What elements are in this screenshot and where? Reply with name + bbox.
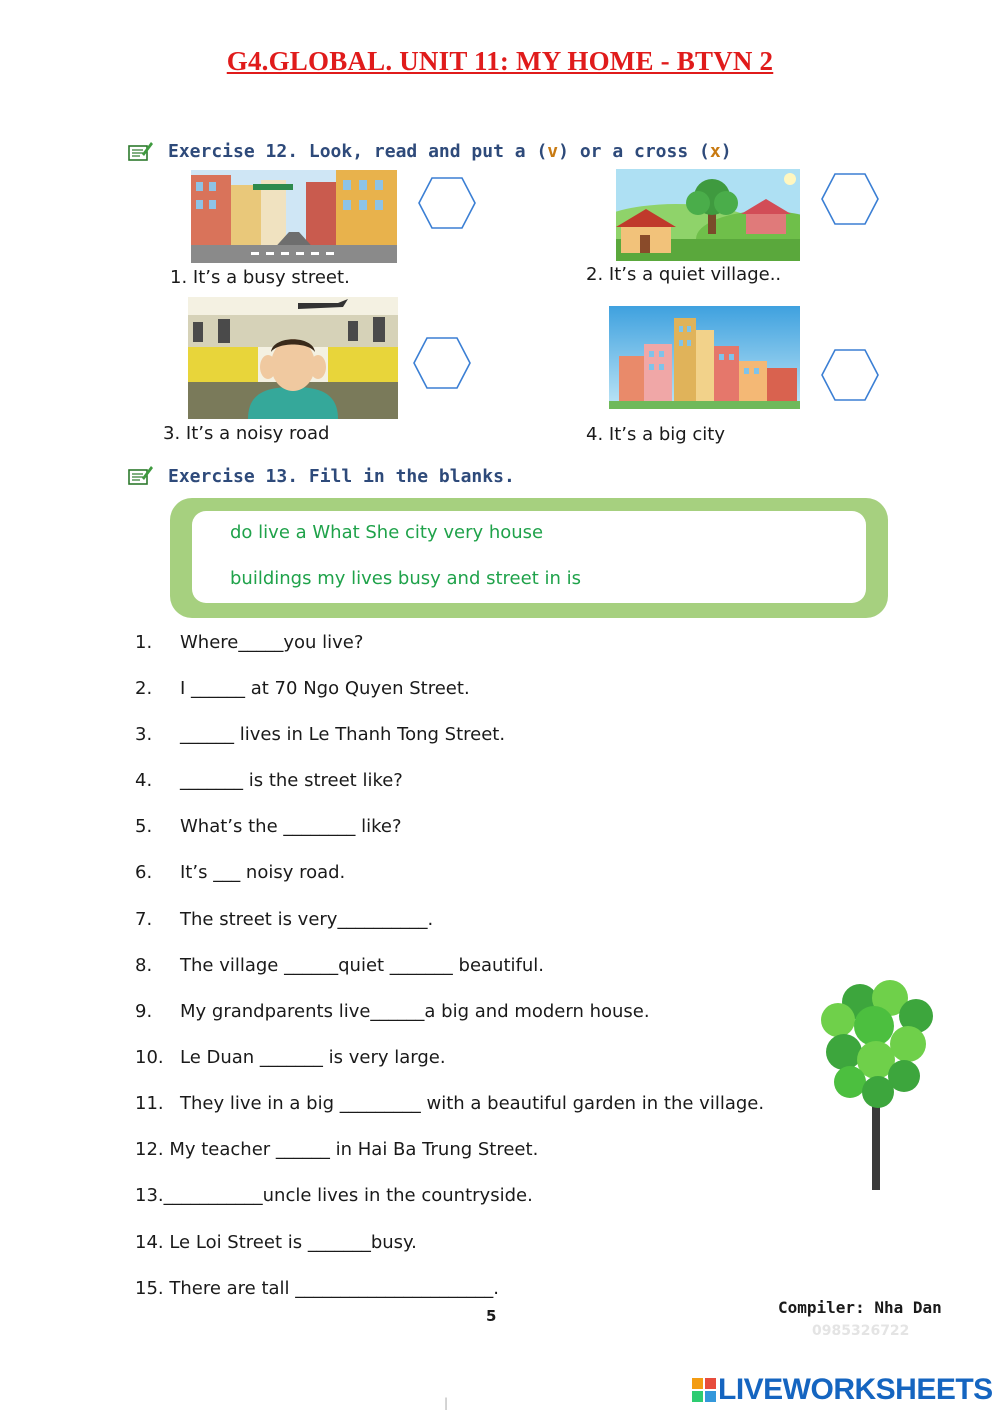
word-bank-line-1: do live a What She city very house [230, 522, 544, 543]
tree-illustration [812, 980, 944, 1192]
exercise-12-heading: Exercise 12. Look, read and put a (v) or a cross (x) [168, 141, 732, 162]
liveworksheets-logo-icon [692, 1378, 716, 1402]
word-bank-line-2: buildings my lives busy and street in is [230, 568, 581, 589]
big-city-picture [609, 306, 800, 409]
quiet-village-picture [616, 169, 800, 261]
question-13: 13.___________uncle lives in the countryside. [135, 1185, 533, 1206]
answer-hexagon-2[interactable] [820, 172, 880, 226]
question-7: 7. The street is very__________. [135, 909, 434, 930]
caption-3: 3. It’s a noisy road [163, 423, 330, 444]
liveworksheets-brand[interactable]: LIVEWORKSHEETS [718, 1373, 993, 1406]
question-8: 8. The village ______quiet _______ beautiful. [135, 955, 544, 976]
exercise-13-heading: Exercise 13. Fill in the blanks. [168, 466, 515, 487]
phone-number: 0985326722 [812, 1323, 910, 1339]
question-3: 3. ______ lives in Le Thanh Tong Street. [135, 724, 506, 745]
question-11: 11. They live in a big _________ with a beautiful garden in the village. [135, 1093, 765, 1114]
caption-1: 1. It’s a busy street. [170, 267, 350, 288]
question-6: 6. It’s ___ noisy road. [135, 862, 346, 883]
compiler-credit: Compiler: Nha Dan [778, 1298, 942, 1317]
question-4: 4. _______ is the street like? [135, 770, 403, 791]
page-number: 5 [486, 1307, 497, 1325]
word-bank-inner [192, 511, 866, 603]
question-10: 10. Le Duan _______ is very large. [135, 1047, 446, 1068]
question-12: 12. My teacher ______ in Hai Ba Trung Street. [135, 1139, 539, 1160]
answer-hexagon-4[interactable] [820, 348, 880, 402]
question-5: 5. What’s the ________ like? [135, 816, 402, 837]
question-14: 14. Le Loi Street is _______busy. [135, 1232, 417, 1253]
busy-street-picture [191, 170, 397, 263]
notebook-pencil-icon [128, 140, 154, 162]
answer-hexagon-3[interactable] [412, 336, 472, 390]
question-9: 9. My grandparents live______a big and modern house. [135, 1001, 650, 1022]
page-title: G4.GLOBAL. UNIT 11: MY HOME - BTVN 2 [226, 46, 774, 76]
question-2: 2. I ______ at 70 Ngo Quyen Street. [135, 678, 470, 699]
page-edge-mark: | [444, 1396, 449, 1410]
caption-2: 2. It’s a quiet village.. [586, 264, 782, 285]
answer-hexagon-1[interactable] [417, 176, 477, 230]
question-15: 15. There are tall ______________________. [135, 1278, 499, 1299]
caption-4: 4. It’s a big city [586, 424, 726, 445]
noisy-road-picture [188, 297, 398, 419]
notebook-pencil-icon [128, 464, 154, 486]
word-bank [170, 498, 888, 618]
question-1: 1. Where_____you live? [135, 632, 364, 653]
